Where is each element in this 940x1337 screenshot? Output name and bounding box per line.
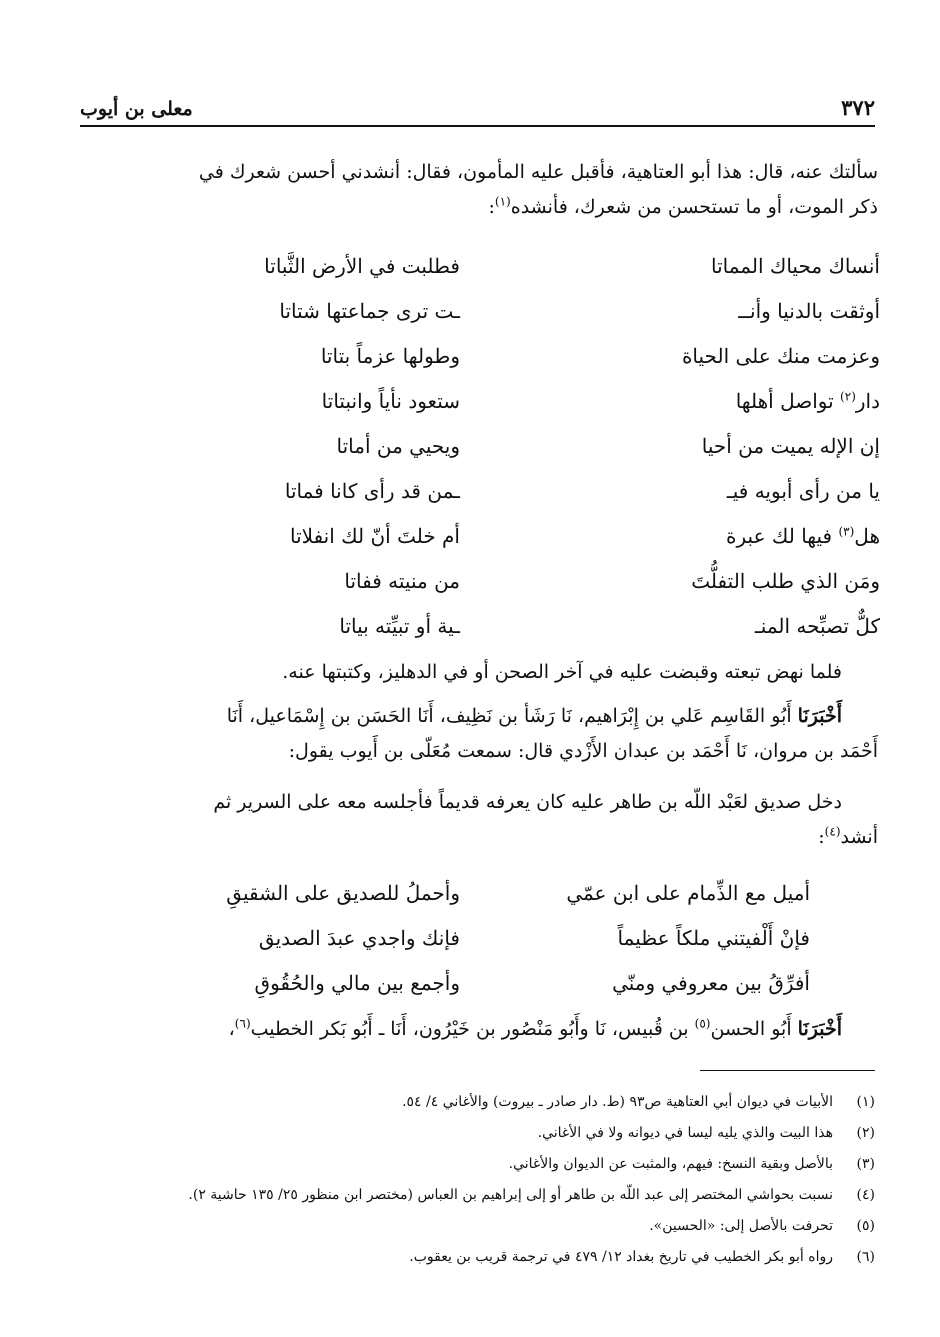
text-line: سألتك عنه، قال: هذا أبو العتاهية، فأقبل عليه المأمون، فقال: أنشدني أحسن شعرك في: [198, 161, 878, 183]
verse-second-hemistich: ـية أو تبيِّته بياتا: [339, 613, 460, 638]
paragraph-after-poem: فلما نهض تبعته وقبضت عليه في آخر الصحن أو في الدهليز، وكتبتها عنه.: [282, 661, 842, 683]
verse-second-hemistich: فطلبت في الأرض الثَّباتا: [264, 253, 460, 278]
verse-line: [160, 915, 810, 960]
footnote-number: (٢): [856, 1124, 875, 1141]
poem-1: [170, 243, 880, 648]
running-title: معلى بن أيوب: [80, 98, 193, 120]
footnote-ref: (٦): [234, 1016, 251, 1031]
page-number: ٣٧٢: [841, 95, 875, 120]
footnote-ref: (٤): [824, 824, 841, 839]
footnote-ref: (٣): [838, 523, 855, 538]
footnote-number: (٦): [856, 1248, 875, 1265]
verse-second-hemistich: ـمن قد رأى كانا فماتا: [284, 478, 460, 503]
verse-first-hemistich: أوثقت بالدنيا وأنــ: [738, 298, 880, 323]
text-span: أَبُو الحسن: [710, 1018, 798, 1040]
verse-line: [160, 960, 810, 1005]
verse-second-hemistich: أم خلتَ أنّ لك انفلاتا: [289, 523, 460, 548]
keyword-akhbarana: أَخْبَرَنَا: [797, 1018, 842, 1040]
verse-second-hemistich: ستعود نأياً وانبتاتا: [321, 388, 460, 413]
paragraph-anecdote: [78, 785, 878, 855]
footnote-ref: (١): [494, 194, 511, 209]
footnotes: [80, 1086, 875, 1272]
verse-first-hemistich: ومَن الذي طلب التفلُّتَ: [691, 568, 880, 593]
verse-second-hemistich: ويحيي من أماتا: [336, 433, 460, 458]
verse-second-hemistich: وأحملُ للصديق على الشقيقِ: [226, 880, 460, 905]
footnote-number: (٤): [856, 1186, 875, 1203]
text-line: [78, 190, 878, 225]
text-span: ،: [228, 1018, 235, 1040]
text-span: بن قُبيس، نَا وأَبُو مَنْصُور بن خَيْرُون، أَنَا ـ أَبُو بَكر الخطيب: [250, 1018, 695, 1040]
verse-second-hemistich: من منيته ففاتا: [344, 568, 460, 593]
verse-line: [170, 378, 880, 423]
footnote-text: بالأصل وبقية النسخ: فيهم، والمثبت عن الديوان والأغاني.: [508, 1155, 833, 1172]
poem-2: [160, 870, 810, 1005]
verse-line: [160, 870, 810, 915]
footnote: [80, 1086, 875, 1117]
verse-first-hemistich: هل$^{(٣)}$ فيها لك عبرة: [726, 523, 880, 548]
running-head: [80, 86, 875, 120]
paragraph-intro: [78, 155, 878, 225]
verse-first-hemistich: يا من رأى أبويه فيـ: [726, 478, 880, 503]
verse-line: [170, 288, 880, 333]
verse-first-hemistich: دار$^{(٢)}$ تواصل أهلها: [735, 388, 880, 413]
footnote-number: (١): [856, 1093, 875, 1110]
text-line: أَحْمَد بن مروان، نَا أَحْمَد بن عبدان الأَزْدي قال: سمعت مُعَلّى بن أَيوب يقول:: [288, 740, 878, 762]
verse-line: [170, 468, 880, 513]
footnote: [80, 1210, 875, 1241]
footnote-number: (٥): [856, 1217, 875, 1234]
paragraph-isnad-2: [78, 1012, 878, 1047]
verse-line: [170, 603, 880, 648]
footnote-ref: (٢): [840, 388, 856, 403]
header-rule: [80, 125, 875, 127]
footnote-rule: [700, 1070, 875, 1071]
footnote: [80, 1148, 875, 1179]
footnote-text: تحرفت بالأصل إلى: «الحسين».: [649, 1217, 833, 1234]
text-span: :: [488, 196, 495, 218]
footnote: [80, 1241, 875, 1272]
verse-second-hemistich: وأجمع بين مالي والحُقُوقِ: [254, 970, 460, 995]
verse-line: [170, 423, 880, 468]
verse-first-hemistich: أفرِّقُ بين معروفي ومنّي: [612, 970, 810, 995]
footnote: [80, 1179, 875, 1210]
verse-first-hemistich: كلٌّ تصبِّحه المنـ: [754, 613, 880, 638]
footnote-ref: (٥): [694, 1016, 711, 1031]
text-span: ذكر الموت، أو ما تستحسن من شعرك، فأنشده: [510, 196, 878, 218]
verse-first-hemistich: أنساك محياك المماتا: [710, 253, 880, 278]
verse-line: [170, 513, 880, 558]
text-span: أَبُو القَاسِم عَلي بن إِبْرَاهيم، نَا رَشَأ بن نَظِيف، أَنَا الحَسَن بن إِسْمَاعيل، أَنَا: [226, 705, 798, 727]
verse-first-hemistich: أميل مع الذِّمام على ابن عمّي: [566, 880, 810, 905]
text-line: [78, 820, 878, 855]
text-span: أنشد: [840, 826, 878, 848]
verse-second-hemistich: فإنك واجدي عبدَ الصديق: [258, 925, 460, 950]
verse-line: [170, 558, 880, 603]
footnote-number: (٣): [856, 1155, 875, 1172]
footnote-text: هذا البيت والذي يليه ليسا في ديوانه ولا في الأغاني.: [537, 1124, 833, 1141]
text-line: [78, 699, 878, 734]
verse-second-hemistich: وطولها عزماً بتاتا: [320, 343, 460, 368]
text-line: دخل صديق لعَبْد اللّه بن طاهر عليه كان يعرفه قديماً فأجلسه معه على السرير ثم: [213, 791, 842, 813]
footnote-text: الأبيات في ديوان أبي العتاهية ص٩٣ (ط. دار صادر ـ بيروت) والأغاني ٤/ ٥٤.: [402, 1093, 833, 1110]
paragraph-isnad-1: [78, 699, 878, 769]
footnote-text: رواه أبو بكر الخطيب في تاريخ بغداد ١٢/ ٤٧٩ في ترجمة قريب بن يعقوب.: [409, 1248, 833, 1265]
verse-first-hemistich: فإنْ أَلْفيتني ملكاً عظيماً: [617, 925, 810, 950]
verse-second-hemistich: ـت ترى جماعتها شتاتا: [279, 298, 460, 323]
keyword-akhbarana: أَخْبَرَنَا: [797, 705, 842, 727]
verse-first-hemistich: وعزمت منك على الحياة: [681, 343, 880, 368]
footnote-text: نسبت بحواشي المختصر إلى عبد اللّه بن طاهر أو إلى إبراهيم بن العباس (مختصر ابن منظور ٢٥/ ١٣٥ حاشية ٢).: [188, 1186, 833, 1203]
footnote: [80, 1117, 875, 1148]
verse-first-hemistich: إن الإله يميت من أحيا: [701, 433, 880, 458]
text-span: :: [818, 826, 825, 848]
verse-line: [170, 333, 880, 378]
verse-line: [170, 243, 880, 288]
